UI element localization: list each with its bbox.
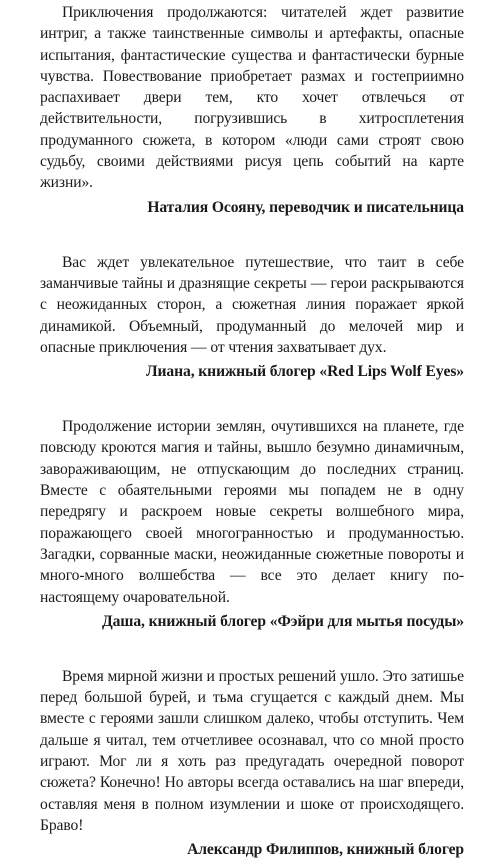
- review-author: Наталия Осояну, переводчик и писательница: [147, 198, 464, 216]
- review-author: Даша, книжный блогер «Фэйри для мытья посуды»: [101, 612, 464, 630]
- review-text: Время мирной жизни и простых решений ушло. Это затишье перед большой бурей, и тьма сгущается с каждый днем. Мы вместе с героями зашли слишком далеко, чтобы отступить. Чем дальше я читал, тем отчетливее осознавал, что со мной просто играют. Мог ли я хоть раз предугадать очередной поворот сюжета? Конечно! Но авторы всегда оставались на шаг впереди, оставляя меня в полном изумлении и шоке от происходящего. Браво!: [40, 667, 464, 834]
- review-text: Приключения продолжаются: читателей ждет развитие интриг, а также таинственные символы и артефакты, опасные испытания, фантастические существа и фантастически бурные чувства. Повествование приобретает размах и гостеприимно распахивает двери тем, кто хочет отвлечься от действительности, погрузившись в хитросплетения продуманного сюжета, в котором «люди сами строят свою судьбу, своими действиями рисуя цепь событий на карте жизни».: [40, 4, 464, 192]
- review-block: [40, 666, 464, 860]
- review-text: Вас ждет увлекательное путешествие, что таит в себе заманчивые тайны и дразнящие секреты — герои раскрываются с неожиданных сторон, а сюжетная линия поражает яркой динамикой. Объемный, продуманный до мелочей мир и опасные приключения — от чтения захватывает дух.: [40, 253, 464, 356]
- review-block: [40, 2, 464, 218]
- review-block: [40, 416, 464, 632]
- review-text: Продолжение истории землян, очутившихся на планете, где повсюду кроются магия и тайны, вышло безумно динамичным, завораживающим, не отпускающим до последних страниц. Вместе с обаятельными героями мы попадем не в одну передрягу и раскроем новые секреты волшебного мира, поражающего своей многогранностью и продуманностью. Загадки, сорванные маски, неожиданные сюжетные повороты и много-много волшебства — все это делает книгу по-настоящему очаровательной.: [40, 418, 464, 606]
- reviews-page: [40, 2, 464, 860]
- review-block: [40, 252, 464, 382]
- review-author: Лиана, книжный блогер «Red Lips Wolf Eyes»: [146, 363, 464, 381]
- review-author: Александр Филиппов, книжный блогер: [187, 841, 464, 859]
